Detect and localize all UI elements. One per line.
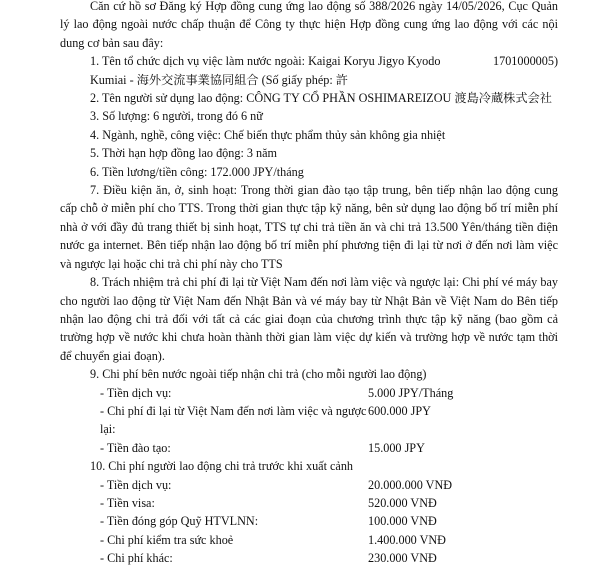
item-7-conditions: 7. Điều kiện ăn, ở, sinh hoạt: Trong thời gian đào tạo tập trung, bên tiếp nhận lao động cung cấp chỗ ở miễn phí cho TTS. Trong thời gian thực tập kỹ năng, bên sử dụng lao động bố trí miễn phí nhà ở với đầy đủ trang thiết bị sinh hoạt, TTS tự chi trả tiền ăn và chi trả 13.500 Yên/tháng tiền điện nước ga internet. Bên tiếp nhận lao động bố trí miễn phí phương tiện đi lại từ nơi ở đến nơi làm việc và ngược lại hoặc chi trả chi phí này cho TTS [60, 183, 558, 271]
item-2-employer: 2. Tên người sử dụng lao động: CÔNG TY CỔ PHẦN OSHIMAREIZOU 渡島冷蔵株式会社 [90, 91, 552, 106]
fee-row [60, 512, 558, 530]
item-6-salary: 6. Tiền lương/tiền công: 172.000 JPY/tháng [90, 164, 304, 179]
fee-label: - Chi phí khác: [100, 551, 173, 566]
fee-row [60, 439, 558, 457]
fee-label: - Tiền dịch vụ: [100, 477, 172, 492]
fee-label: - Tiền đào tạo: [100, 440, 171, 455]
fee-row [60, 402, 558, 439]
fee-value: 1.400.000 VNĐ [368, 532, 446, 547]
fee-label: - Chi phí kiểm tra sức khoẻ [100, 532, 234, 547]
fee-row [60, 476, 558, 494]
section-10-fee-table [60, 476, 558, 568]
item-5-term: 5. Thời hạn hợp đồng lao động: 3 năm [90, 146, 277, 161]
fee-value: 600.000 JPY [368, 403, 431, 418]
organization-license: 1701000005) [493, 54, 558, 69]
fee-value: 230.000 VNĐ [368, 551, 437, 566]
fee-value: 100.000 VNĐ [368, 514, 437, 529]
item-3-quantity: 3. Số lượng: 6 người, trong đó 6 nữ [90, 109, 263, 124]
organization-text: 1. Tên tổ chức dịch vụ việc làm nước ngoài: Kaigai Koryu Jigyo Kyodo Kumiai - 海外交流事業協同組合 (Số giấy phép: 許 [90, 54, 441, 87]
fee-value: 5.000 JPY/Tháng [368, 385, 454, 400]
fee-row [60, 549, 558, 567]
item-1-organization [60, 52, 558, 89]
section-9-fee-table [60, 384, 558, 458]
section-10-heading: 10. Chi phí người lao động chi trả trước khi xuất cảnh [90, 459, 354, 474]
fee-row [60, 531, 558, 549]
document-body [60, 0, 558, 568]
item-4-industry: 4. Ngành, nghề, công việc: Chế biến thực phẩm thủy sản không gia nhiệt [90, 127, 446, 142]
section-9-heading: 9. Chi phí bên nước ngoài tiếp nhận chi trả (cho mỗi người lao động) [90, 367, 427, 382]
fee-label: - Tiền visa: [100, 495, 155, 510]
fee-value: 520.000 VNĐ [368, 495, 437, 510]
fee-value: 15.000 JPY [368, 440, 425, 455]
fee-label: - Tiền dịch vụ: [100, 385, 172, 400]
fee-value: 20.000.000 VNĐ [368, 477, 453, 492]
fee-label: - Chi phí đi lại từ Việt Nam đến nơi làm việc và ngược lại: [100, 403, 367, 437]
intro-paragraph: Căn cứ hồ sơ Đăng ký Hợp đồng cung ứng lao động số 388/2026 ngày 14/05/2026, Cục Quản lý lao động ngoài nước chấp thuận để Công ty thực hiện Hợp đồng cung ứng lao động với các nội dung cơ bản sau đây: [60, 0, 558, 50]
item-8-travel: 8. Trách nhiệm trả chi phí đi lại từ Việt Nam đến nơi làm việc và ngược lại: Chi phí vé máy bay cho người lao động từ Việt Nam đến Nhật Bản và vé máy bay từ Nhật Bản về Việt Nam do Bên tiếp nhận lao động chi trả đối với tất cả các giai đoạn của chương trình thực tập kỹ năng (bao gồm cả trường hợp về nước khi chưa hoàn thành thời gian làm việc dự kiến và trường hợp về nước tạm thời để chuyển giai đoạn). [60, 275, 558, 363]
fee-label: - Tiền đóng góp Quỹ HTVLNN: [100, 514, 259, 529]
fee-row [60, 384, 558, 402]
fee-row [60, 494, 558, 512]
